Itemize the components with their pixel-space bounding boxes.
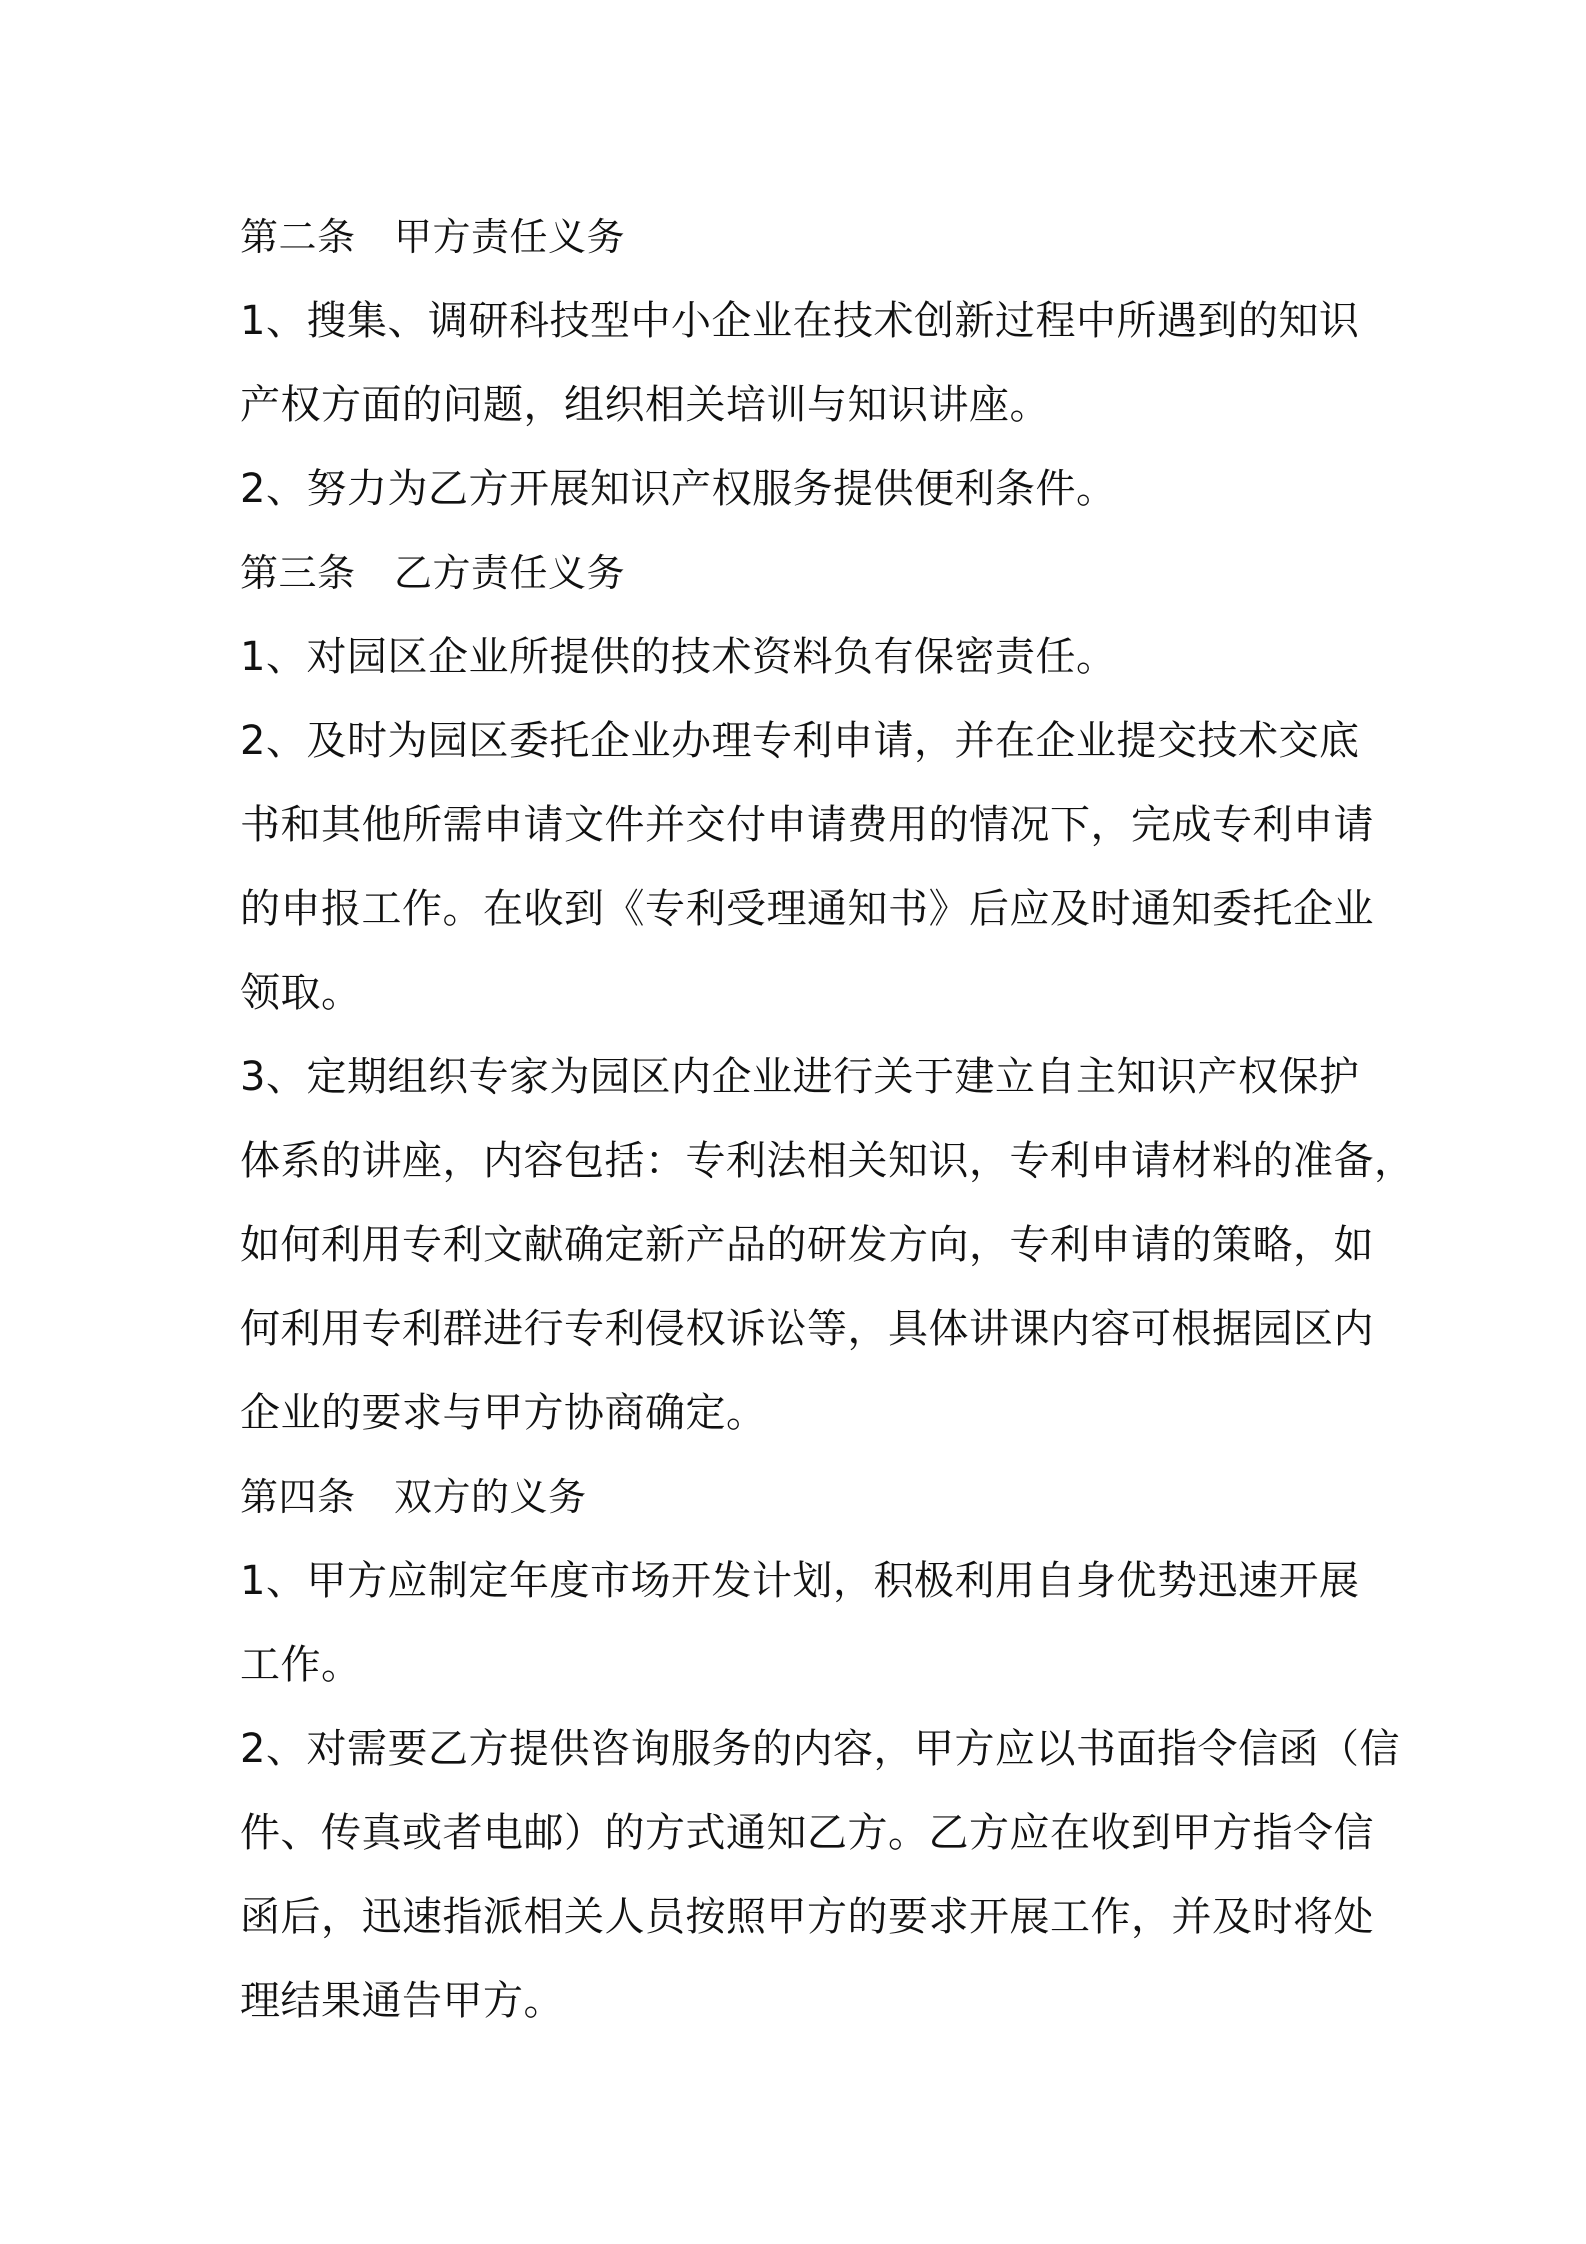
article-2-item-2: 2、努力为乙方开展知识产权服务提供便利条件。 — [240, 466, 1117, 512]
article-2-item-1-line-2: 产权方面的问题，组织相关培训与知识讲座。 — [240, 382, 1050, 428]
article-4-item-2-line-4: 理结果通告甲方。 — [240, 1978, 564, 2024]
article-2-heading: 第二条 甲方责任义务 — [240, 215, 626, 259]
article-4-item-1-line-1: 1、甲方应制定年度市场开发计划，积极利用自身优势迅速开展 — [240, 1558, 1360, 1604]
article-3-item-2-line-2: 书和其他所需申请文件并交付申请费用的情况下，完成专利申请 — [240, 802, 1374, 848]
article-4-item-1-line-2: 工作。 — [240, 1642, 362, 1688]
article-3-item-2-line-1: 2、及时为园区委托企业办理专利申请，并在企业提交技术交底 — [240, 718, 1360, 764]
article-4-item-2-line-1: 2、对需要乙方提供咨询服务的内容，甲方应以书面指令信函（信 — [240, 1726, 1400, 1772]
article-3-item-1: 1、对园区企业所提供的技术资料负有保密责任。 — [240, 634, 1117, 680]
article-3-item-3-line-4: 何利用专利群进行专利侵权诉讼等，具体讲课内容可根据园区内 — [240, 1306, 1374, 1352]
article-3-heading: 第三条 乙方责任义务 — [240, 551, 626, 595]
article-3-item-3-line-1: 3、定期组织专家为园区内企业进行关于建立自主知识产权保护 — [240, 1054, 1360, 1100]
article-4-heading: 第四条 双方的义务 — [240, 1475, 587, 1519]
article-4-item-2-line-2: 件、传真或者电邮）的方式通知乙方。乙方应在收到甲方指令信 — [240, 1810, 1374, 1856]
article-3-item-3-line-5: 企业的要求与甲方协商确定。 — [240, 1390, 767, 1436]
article-3-item-3-line-3: 如何利用专利文献确定新产品的研发方向，专利申请的策略，如 — [240, 1222, 1374, 1268]
article-3-item-3-line-2: 体系的讲座，内容包括：专利法相关知识，专利申请材料的准备， — [240, 1138, 1415, 1184]
article-3-item-2-line-4: 领取。 — [240, 970, 362, 1016]
document-page — [240, 195, 1415, 2043]
article-2-item-1-line-1: 1、搜集、调研科技型中小企业在技术创新过程中所遇到的知识 — [240, 298, 1360, 344]
article-4-item-2-line-3: 函后，迅速指派相关人员按照甲方的要求开展工作，并及时将处 — [240, 1894, 1374, 1940]
article-3-item-2-line-3: 的申报工作。在收到《专利受理通知书》后应及时通知委托企业 — [240, 886, 1374, 932]
